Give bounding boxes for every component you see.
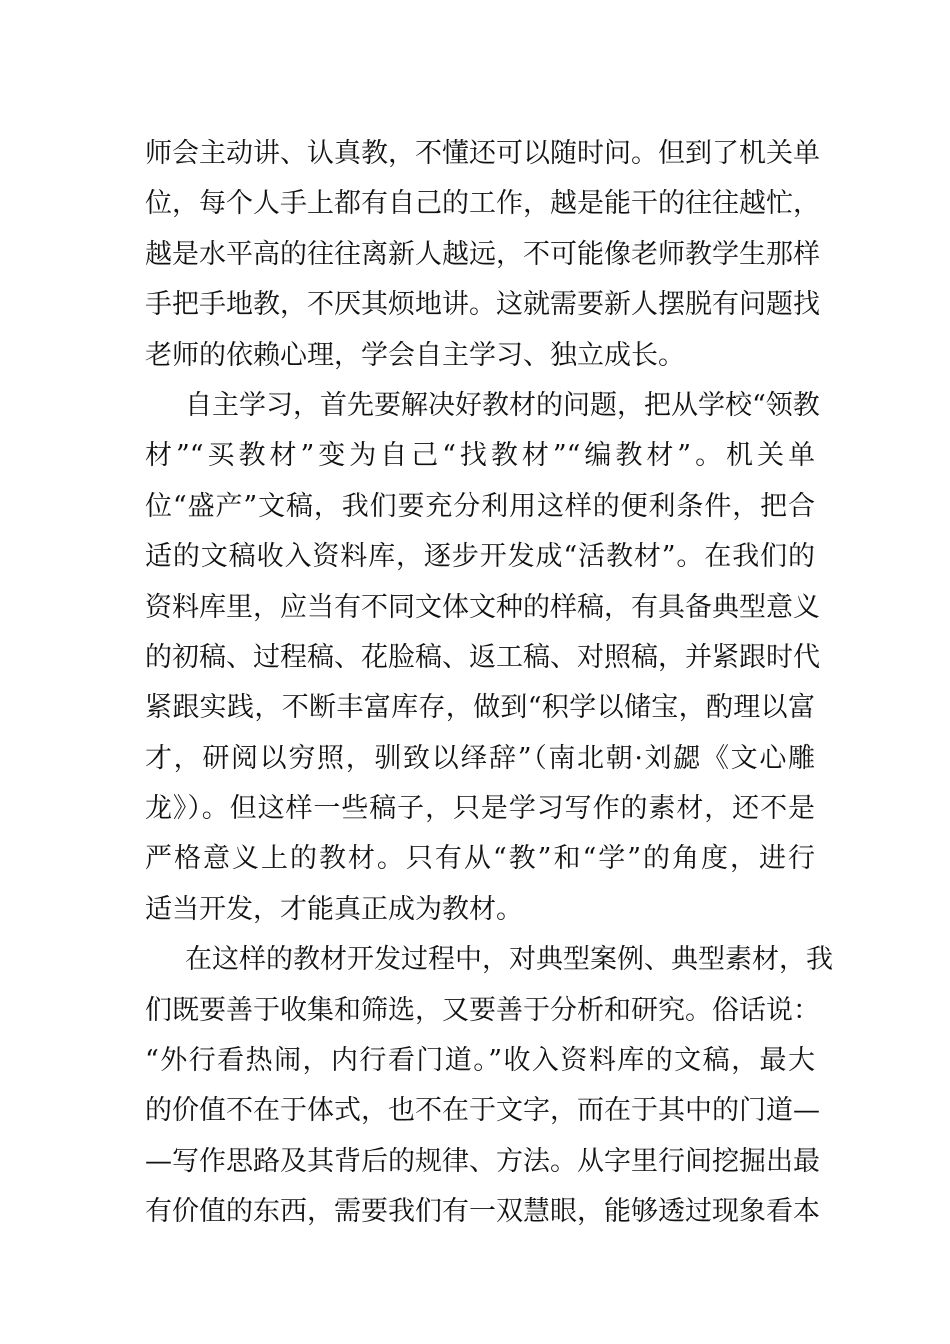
text-line: 严格意义上的教材。只有从“教”和“学”的角度，进行 xyxy=(145,843,815,875)
text-line: 位，每个人手上都有自己的工作，越是能干的往往越忙， xyxy=(145,188,820,220)
text-line: 师会主动讲、认真教，不懂还可以随时问。但到了机关单 xyxy=(145,138,820,169)
text-line: 在这样的教材开发过程中，对典型案例、典型素材，我 xyxy=(185,944,833,976)
text-line: 的初稿、过程稿、花脸稿、返工稿、对照稿，并紧跟时代 xyxy=(145,641,820,673)
text-line: 适的文稿收入资料库，逐步开发成“活教材”。在我们的 xyxy=(145,541,815,573)
text-line: 手把手地教，不厌其烦地讲。这就需要新人摆脱有问题找 xyxy=(145,289,820,321)
text-line: 的价值不在于体式，也不在于文字，而在于其中的门道— xyxy=(145,1095,820,1127)
text-line: 龙》）。但这样一些稿子，只是学习写作的素材，还不是 xyxy=(145,793,815,825)
text-line: 们既要善于收集和筛选，又要善于分析和研究。俗话说： xyxy=(145,994,820,1026)
text-line: 资料库里，应当有不同文体文种的样稿，有具备典型意义 xyxy=(145,591,820,623)
text-line: 才，研阅以穷照，驯致以绎辞”（南北朝·刘勰《文心雕 xyxy=(145,742,815,774)
text-line: 位“盛产”文稿，我们要充分利用这样的便利条件，把合 xyxy=(145,490,815,522)
text-line: 自主学习，首先要解决好教材的问题，把从学校“领教 xyxy=(185,389,820,421)
text-line: 老师的依赖心理，学会自主学习、独立成长。 xyxy=(145,339,685,371)
body-text xyxy=(145,132,833,1241)
text-line: 材”“买教材”变为自己“找教材”“编教材”。机关单 xyxy=(145,440,815,472)
text-line: 紧跟实践，不断丰富库存，做到“积学以储宝，酌理以富 xyxy=(145,692,815,724)
text-line: 适当开发，才能真正成为教材。 xyxy=(145,893,523,925)
text-line: 越是水平高的往往离新人越远，不可能像老师教学生那样 xyxy=(145,238,820,270)
text-line: 有价值的东西，需要我们有一双慧眼，能够透过现象看本 xyxy=(145,1196,820,1228)
text-line: “外行看热闹，内行看门道。”收入资料库的文稿，最大 xyxy=(145,1045,815,1077)
text-line: —写作思路及其背后的规律、方法。从字里行间挖掘出最 xyxy=(145,1145,820,1177)
